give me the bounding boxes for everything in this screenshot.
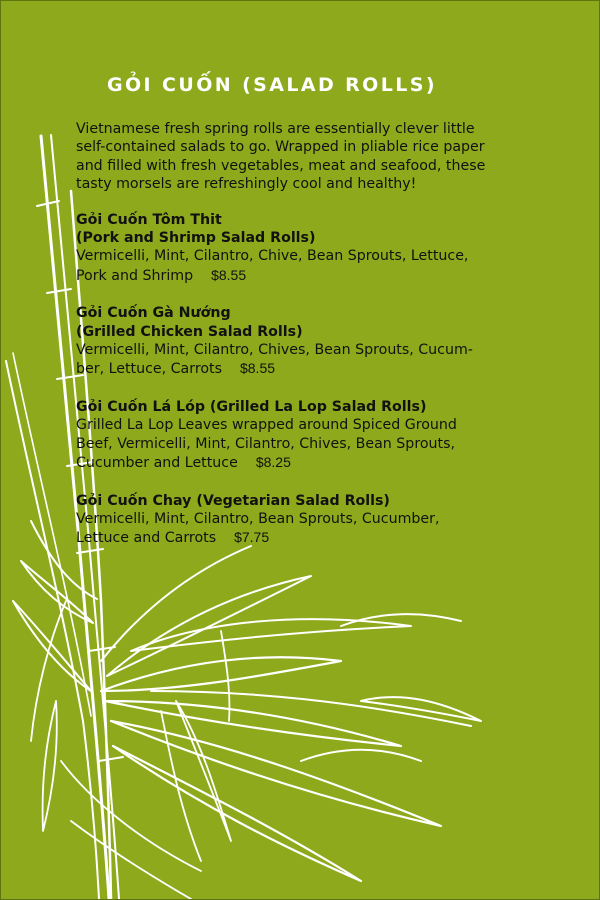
- menu-item-la-lop: [76, 398, 546, 473]
- intro-line: tasty morsels are refreshingly cool and healthy!: [76, 176, 417, 193]
- item-description: Grilled La Lop Leaves wrapped around Spiced Ground: [76, 417, 457, 434]
- intro-line: and filled with fresh vegetables, meat and seafood, these: [76, 157, 486, 174]
- item-name: Gỏi Cuốn Gà Nướng: [76, 305, 231, 322]
- menu-item-chay: [76, 492, 546, 548]
- intro-line: Vietnamese fresh spring rolls are essentially clever little: [76, 121, 475, 137]
- item-name: Gỏi Cuốn Lá Lóp (Grilled La Lop Salad Rolls): [76, 398, 427, 415]
- item-name-english: (Pork and Shrimp Salad Rolls): [76, 230, 316, 247]
- item-name: Gỏi Cuốn Tôm Thit: [76, 211, 222, 228]
- item-description: Cucumber and Lettuce: [76, 455, 238, 472]
- item-description: Lettuce and Carrots: [76, 530, 217, 547]
- item-price: $8.25: [255, 454, 291, 471]
- item-price: $8.55: [239, 360, 276, 377]
- item-description-last: [76, 266, 546, 285]
- menu-item-ga-nuong: [76, 304, 546, 379]
- page-title: GỎI CUỐN (SALAD ROLLS): [107, 74, 437, 96]
- item-price: $8.55: [211, 266, 247, 283]
- item-name: Gỏi Cuốn Chay (Vegetarian Salad Rolls): [76, 492, 390, 509]
- item-description-last: [76, 453, 546, 472]
- item-description: Vermicelli, Mint, Cilantro, Chive, Bean Sprouts, Lettuce,: [76, 248, 469, 265]
- item-description-last: [76, 528, 546, 547]
- item-description: Pork and Shrimp: [76, 267, 194, 284]
- menu-content: [76, 120, 546, 567]
- item-description: Vermicelli, Mint, Cilantro, Chives, Bean Sprouts, Cucum-: [76, 342, 473, 359]
- item-description: ber, Lettuce, Carrots: [76, 361, 222, 378]
- menu-item-tom-thit: [76, 211, 546, 286]
- item-description-last: [76, 359, 546, 378]
- item-price: $7.75: [234, 529, 270, 546]
- intro-line: self-contained salads to go. Wrapped in pliable rice paper: [76, 139, 485, 156]
- item-description: Vermicelli, Mint, Cilantro, Bean Sprouts, Cucumber,: [76, 510, 440, 527]
- item-description: Beef, Vermicelli, Mint, Cilantro, Chives, Bean Sprouts,: [76, 435, 455, 452]
- item-name-english: (Grilled Chicken Salad Rolls): [76, 323, 303, 340]
- intro-paragraph: [76, 120, 546, 194]
